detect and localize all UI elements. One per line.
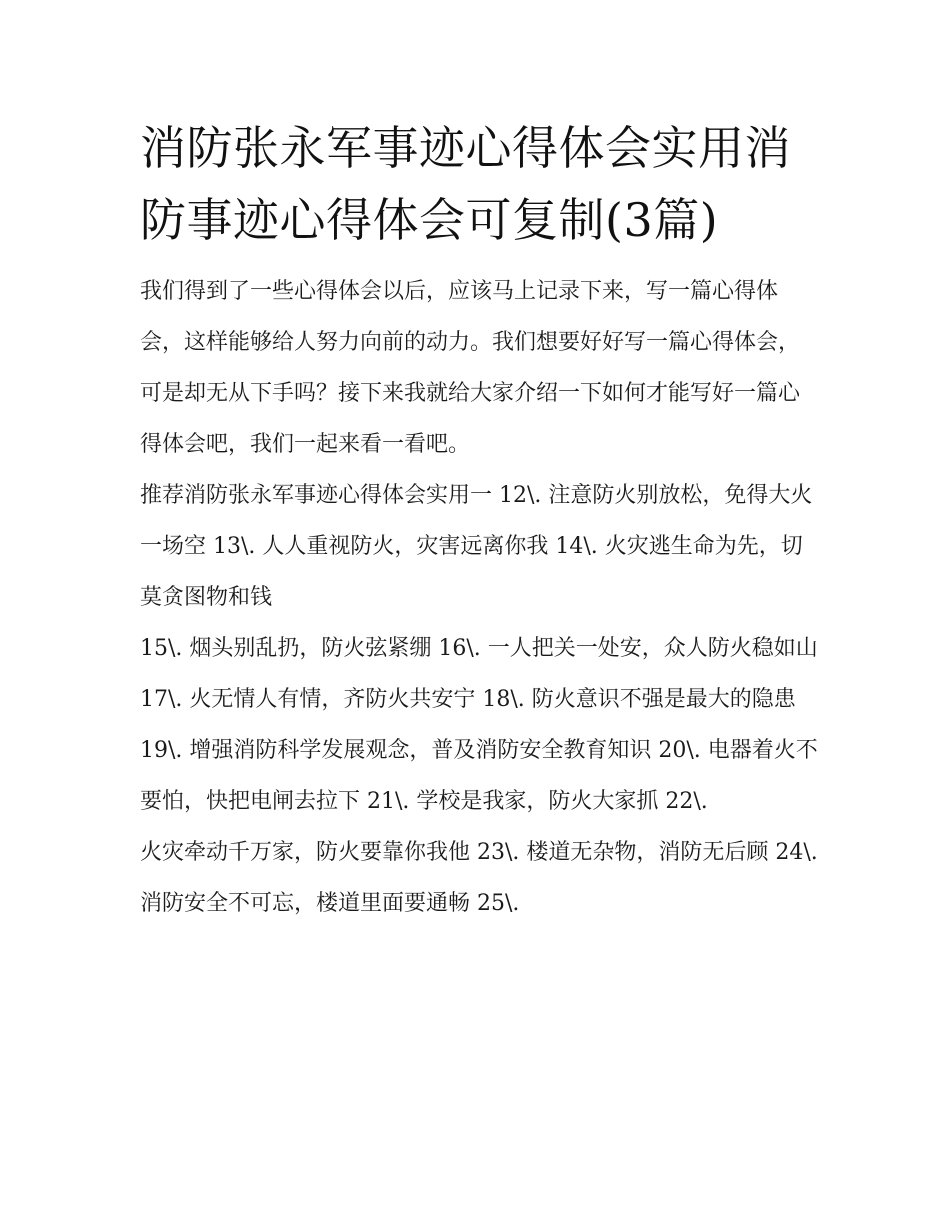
paragraph-slogans-12-14: 推荐消防张永军事迹心得体会实用一 12\. 注意防火别放松，免得大火一场空 13\. 人人重视防火，灾害远离你我 14\. 火灾逃生命为先，切莫贪图物和钱	[140, 483, 813, 610]
paragraph-intro: 我们得到了一些心得体会以后，应该马上记录下来，写一篇心得体会，这样能够给人努力向前的动力。我们想要好好写一篇心得体会，可是却无从下手吗？接下来我就给大家介绍一下如何才能写好一篇心得体会吧，我们一起来看一看吧。	[140, 279, 801, 457]
document-title: 消防张永军事迹心得体会实用消防事迹心得体会可复制(3篇)	[140, 121, 791, 247]
paragraph-slogans-22-25: 火灾牵动千万家，防火要靠你我他 23\. 楼道无杂物，消防无后顾 24\. 消防安全不可忘，楼道里面要通畅 25\.	[140, 840, 818, 916]
paragraph-slogans-15-18: 15\. 烟头别乱扔，防火弦紧绷 16\. 一人把关一处安，众人防火稳如山 17\. 火无情人有情，齐防火共安宁 18\. 防火意识不强是最大的隐患	[140, 636, 818, 712]
paragraph-slogans-19-22: 19\. 增强消防科学发展观念，普及消防安全教育知识 20\. 电器着火不要怕，快把电闸去拉下 21\. 学校是我家，防火大家抓 22\.	[140, 738, 818, 814]
document-body	[140, 112, 820, 929]
